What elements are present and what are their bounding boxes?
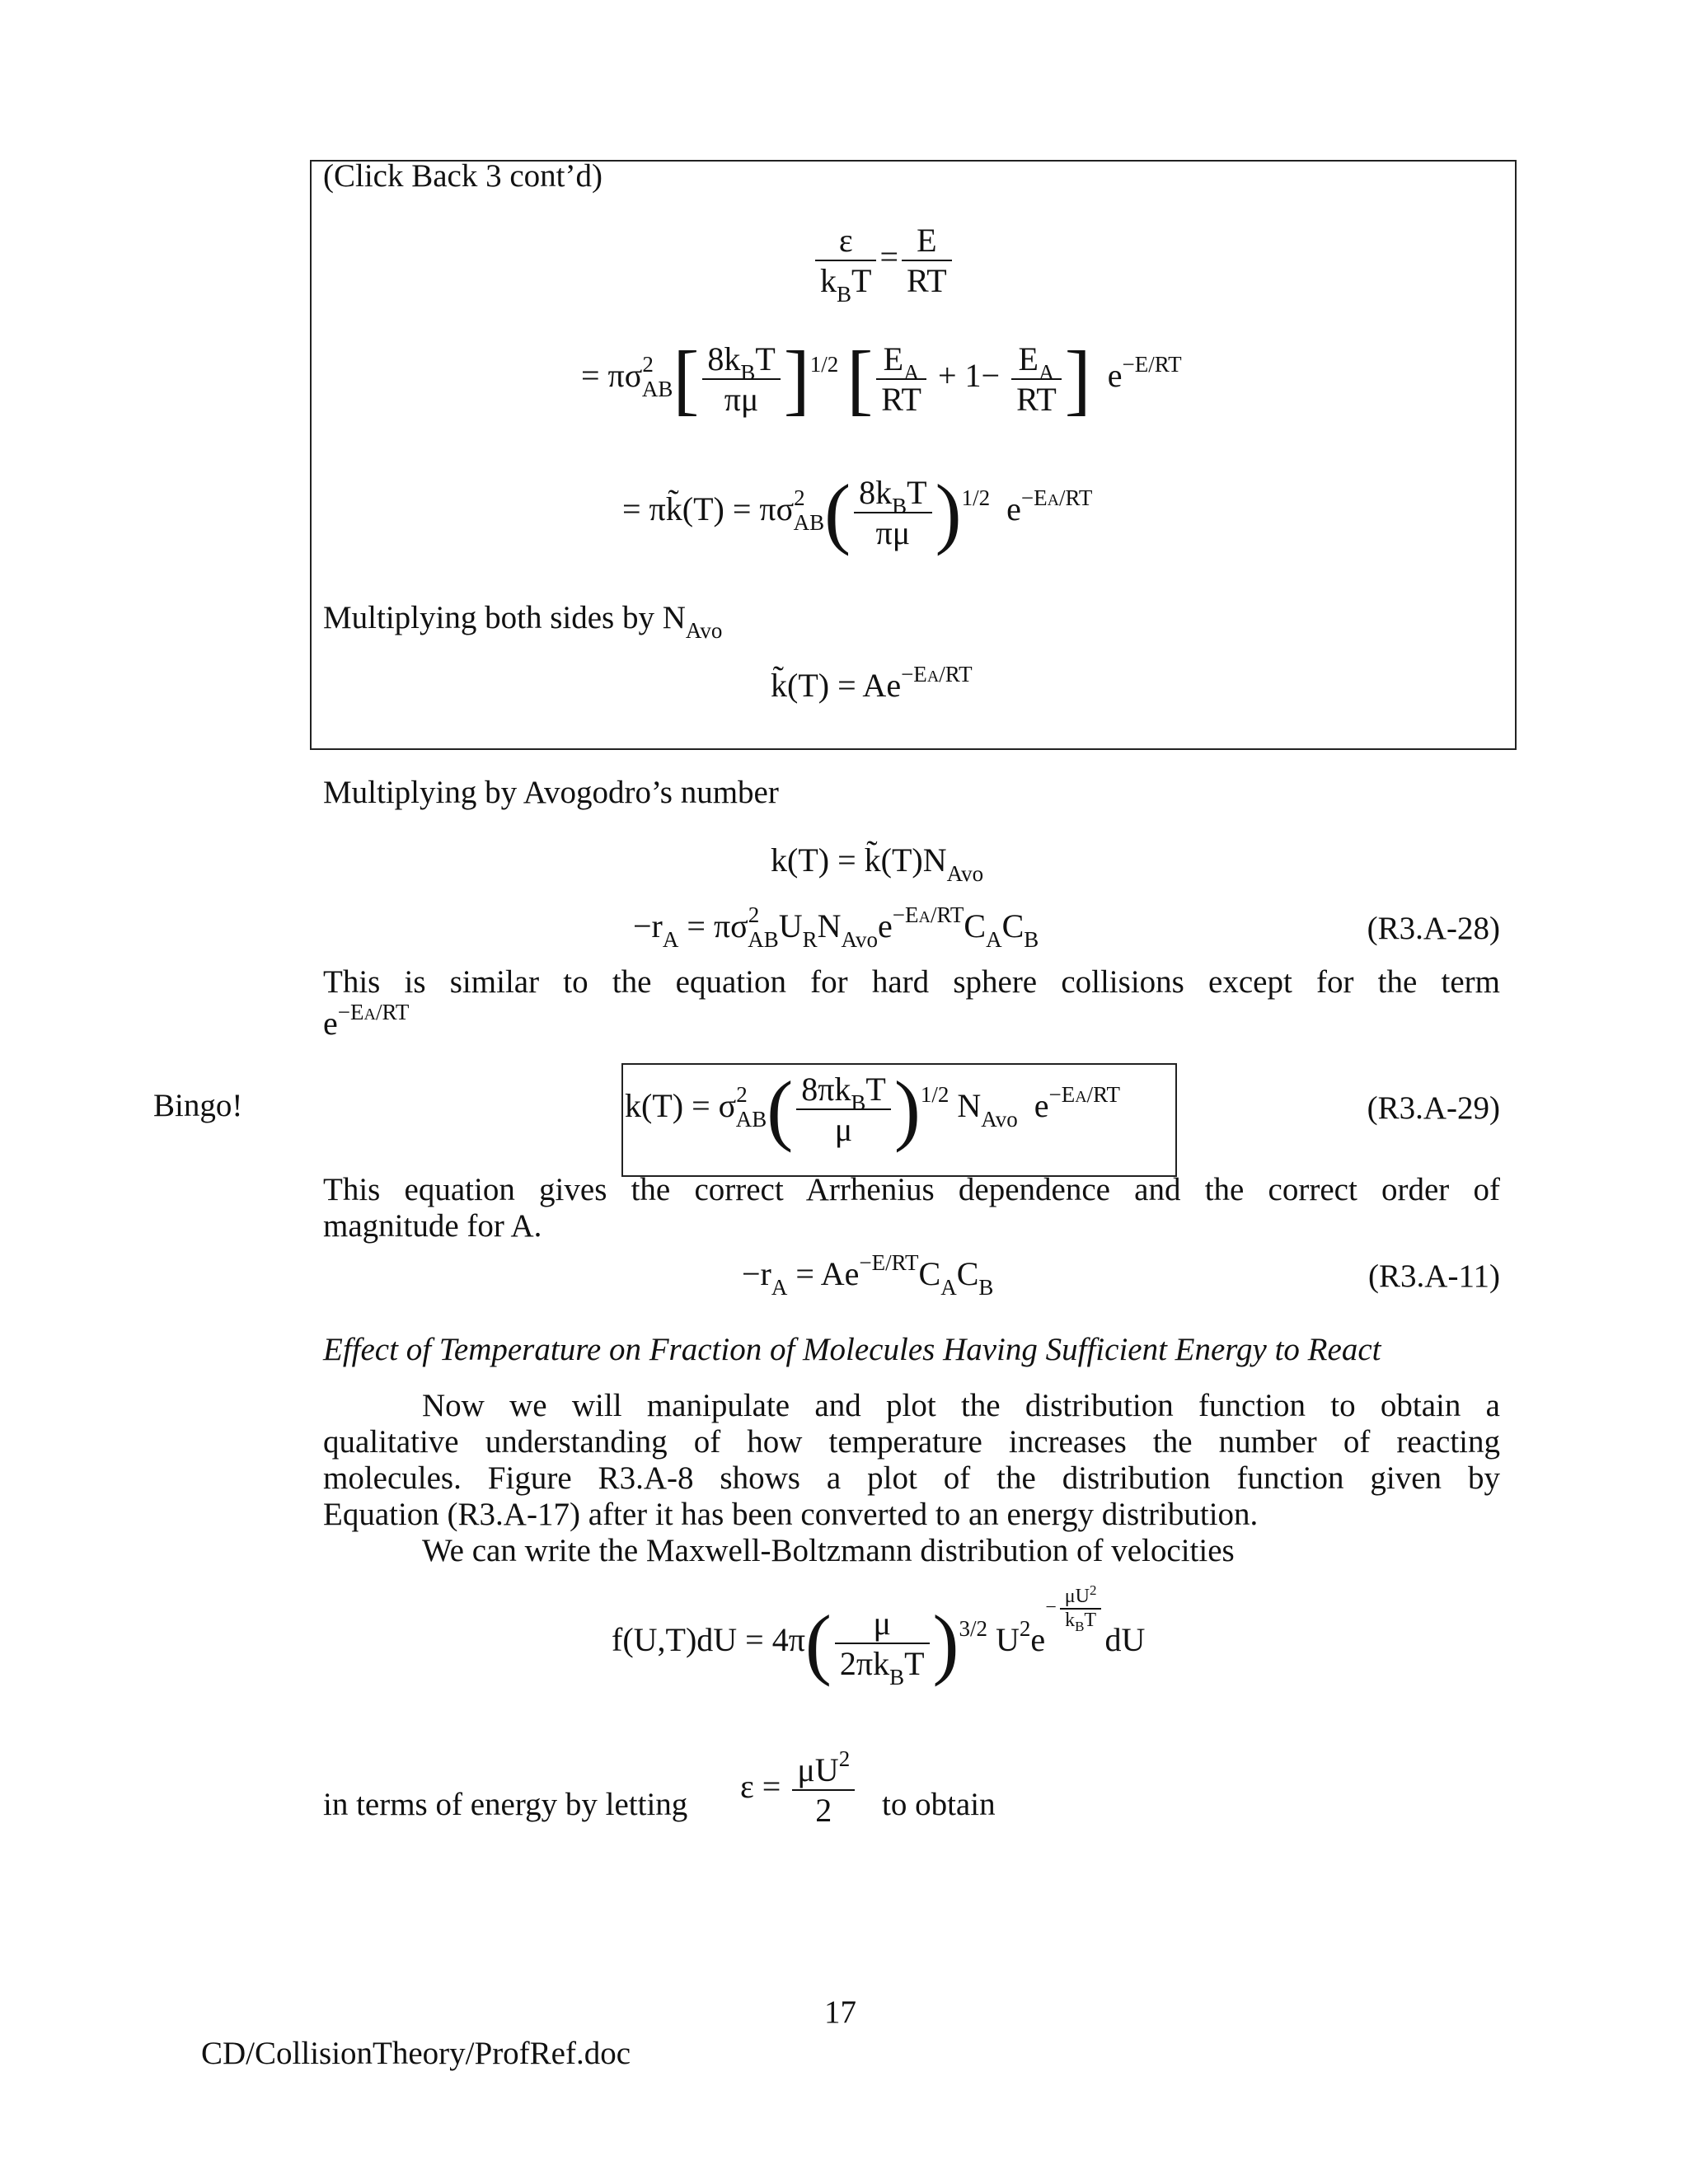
equation-rate-law-11: $-r_A = Ae^{-E/RT}C_AC_B$ — [742, 1250, 994, 1300]
equation-maxwell-boltzmann: f(U,T)dU = 4π( $\frac{\mu}{2\pi k_BT}$ )$^{3/2}$ $U^2e-$ $\frac{\mu U^2}{k_BT}$ dU — [612, 1582, 1146, 1690]
file-path: CD/CollisionTheory/ProfRef.doc — [201, 2036, 631, 2071]
energy-substitution-text: in terms of energy by letting — [323, 1787, 688, 1822]
arrhenius-text-1: This equation gives the correct Arrhenius dependence and the correct order of — [323, 1172, 1500, 1207]
equation-ktilde-arrhenius: k̃(T) = $Ae^{-EA/RT}$ — [771, 662, 973, 704]
equation-epsilon-definition: ε = $\frac{\mu U^2}{2}$ — [740, 1750, 858, 1830]
energy-substitution-tail: to obtain — [882, 1787, 996, 1822]
paragraph-line-3: molecules. Figure R3.A-8 shows a plot of the distribution function given by — [323, 1460, 1500, 1496]
paragraph-line-2: qualitative understanding of how temperature increases the number of reacting — [323, 1424, 1500, 1460]
paragraph-line-5: We can write the Maxwell-Boltzmann distribution of velocities — [422, 1533, 1235, 1568]
box-heading: (Click Back 3 cont’d) — [323, 158, 603, 194]
paragraph-line-1: Now we will manipulate and plot the distribution function to obtain a — [422, 1388, 1500, 1423]
paragraph-line-4: Equation (R3.A-17) after it has been converted to an energy distribution. — [323, 1497, 1259, 1532]
avogadro-text: Multiplying by Avogodro’s number — [323, 775, 779, 810]
similar-text: This is similar to the equation for hard sphere collisions except for the term — [323, 964, 1500, 1000]
bingo-note: Bingo! — [153, 1088, 243, 1123]
equation-number-29: (R3.A-29) — [1367, 1090, 1500, 1126]
equation-rate-law-28: $-r_A = \pi\sigma^2_{AB}U_RN_{Avo}e^{-EA/RT}C_AC_B$ — [633, 902, 1039, 952]
equation-number-11: (R3.A-11) — [1368, 1258, 1500, 1294]
equation-rate-constant-tilde: = πk̃(T) = $\pi\sigma^2_{AB}$( $\frac{8k_BT}{\pi\mu}$ )$^{1/2}$ $e^{-EA/RT}$ — [622, 468, 1093, 556]
similar-term-exponent: $e^{-EA/RT}$ — [323, 1000, 410, 1042]
arrhenius-text-2: magnitude for A. — [323, 1208, 542, 1244]
section-heading: Effect of Temperature on Fraction of Molecules Having Sufficient Energy to React — [323, 1332, 1381, 1367]
page-number: 17 — [824, 1994, 856, 2030]
equation-epsilon-ratio: $\frac{\varepsilon}{k_BT}$ = $\frac{E}{RT}$ — [812, 221, 955, 300]
equation-number-28: (R3.A-28) — [1367, 911, 1500, 946]
equation-rate-constant-29: $k(T) = \sigma^2_{AB}$( $\frac{8\pi k_BT}{\mu}$ )$^{1/2}$ $N_{Avo}$ $e^{-EA/RT}$ — [625, 1065, 1121, 1153]
equation-k-avogadro: $k(T) = k̃(T)N_{Avo}$ — [771, 841, 984, 886]
equation-collision-rate: = $\pi\sigma^2_{AB}$[ $\frac{8k_BT}{\pi\mu}$ ]$^{1/2}$ [ $\frac{E_A}{RT}$ + 1− $\frac{E_A}{RT}$ ] $e^{-E/RT}$ — [581, 335, 1182, 423]
multiplying-both-sides: Multiplying both sides by $N_{Avo}$ — [323, 600, 723, 643]
